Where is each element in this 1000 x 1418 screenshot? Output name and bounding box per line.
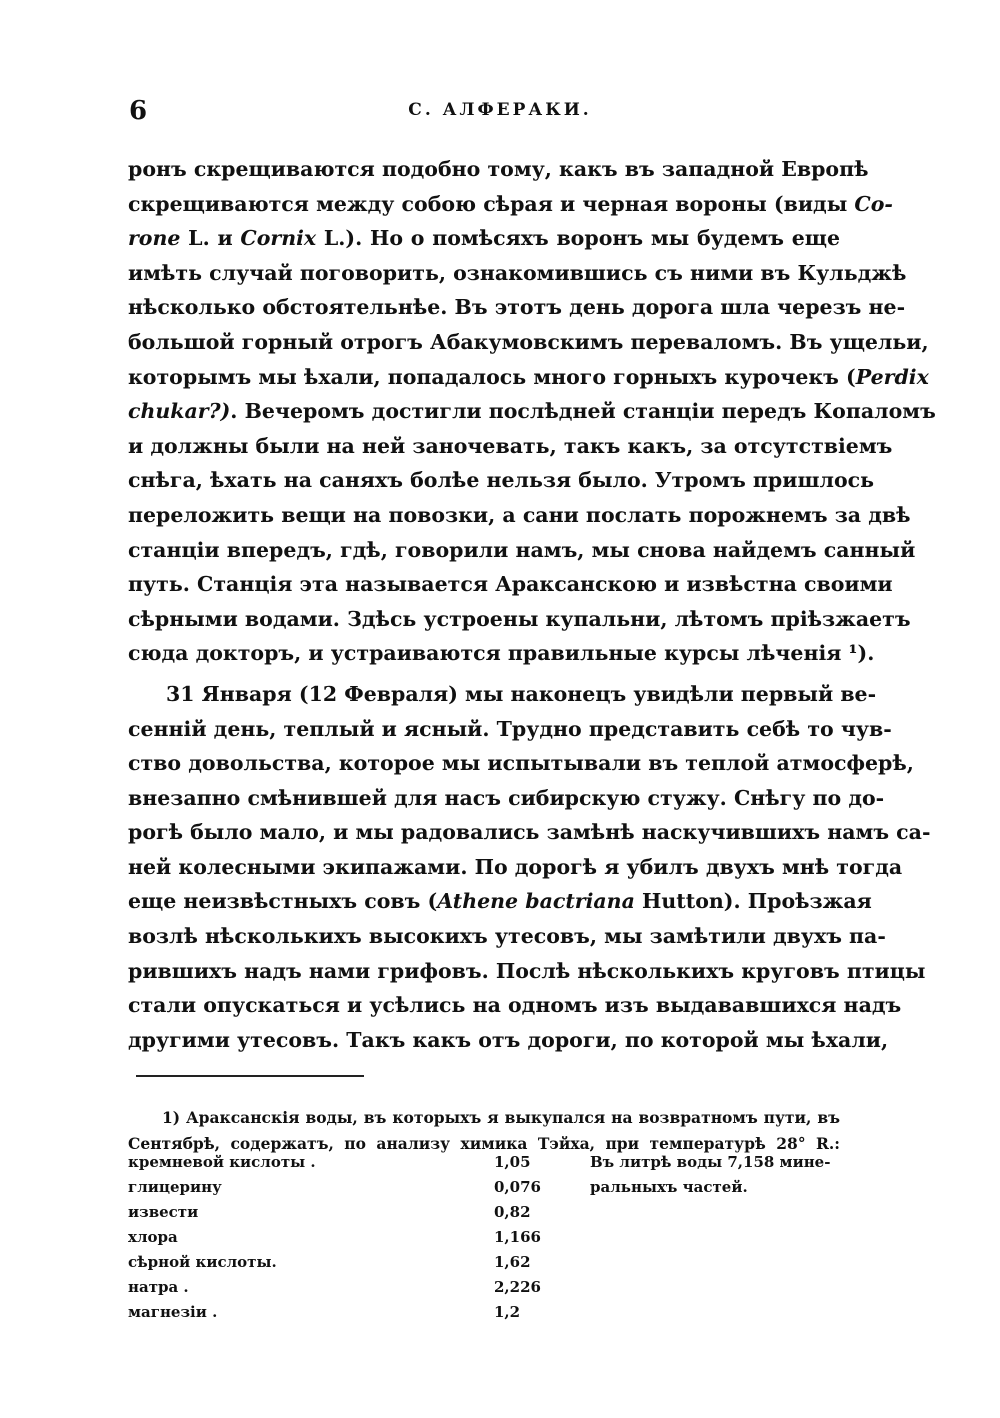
mineral-value: 0,076: [494, 1178, 541, 1196]
mineral-name: магнезіи .: [128, 1303, 218, 1321]
mineral-value: 1,05: [494, 1153, 531, 1171]
text-line: которымъ мы ѣхали, попадалось много горныхъ курочекъ (Perdix: [128, 364, 929, 389]
footnote-note: ральныхъ частей.: [590, 1178, 748, 1196]
footnote-row: [128, 1150, 840, 1175]
mineral-name: сѣрной кислоты.: [128, 1253, 277, 1271]
text-line: 31 Января (12 Февраля) мы наконецъ увидѣли первый ве-: [166, 681, 877, 706]
body-text: [128, 152, 936, 1057]
mineral-name: извести: [128, 1203, 199, 1221]
mineral-value: 1,62: [494, 1253, 531, 1271]
text-line: возлѣ нѣсколькихъ высокихъ утесовъ, мы замѣтили двухъ па-: [128, 924, 886, 949]
mineral-value: 1,2: [494, 1303, 521, 1321]
text-line: станціи впередъ, гдѣ, говорили намъ, мы снова найдемъ санный: [128, 537, 916, 562]
footnote-row: [128, 1200, 840, 1225]
text-line: рогѣ было мало, и мы радовались замѣнѣ наскучившихъ намъ са-: [128, 820, 931, 845]
text-line: внезапно смѣнившей для насъ сибирскую стужу. Снѣгу по до-: [128, 785, 885, 810]
running-head: С. АЛФЕРАКИ.: [408, 100, 592, 120]
text-line: другими утесовъ. Такъ какъ отъ дороги, по которой мы ѣхали,: [128, 1027, 889, 1052]
text-line: снѣга, ѣхать на саняхъ болѣе нельзя было. Утромъ пришлось: [128, 468, 875, 493]
footnote-row: [128, 1300, 840, 1325]
text-line: сѣрными водами. Здѣсь устроены купальни, лѣтомъ пріѣзжаетъ: [128, 606, 911, 631]
text-line: и должны были на ней заночевать, такъ какъ, за отсутствіемъ: [128, 433, 893, 458]
mineral-name: натра .: [128, 1278, 189, 1296]
text-line: скрещиваются между собою сѣрая и черная вороны (виды Co-: [128, 191, 893, 216]
footnote-line: 1) Араксанскія воды, въ которыхъ я выкупался на возвратномъ пути, въ: [162, 1108, 840, 1127]
mineral-value: 2,226: [494, 1278, 541, 1296]
footnote-rule: [136, 1075, 364, 1077]
text-line: rone L. и Cornix L.). Но о помѣсяхъ воронъ мы будемъ еще: [128, 226, 840, 251]
footnote-note: Въ литрѣ воды 7,158 мине-: [590, 1153, 831, 1171]
mineral-name: хлора: [128, 1228, 178, 1246]
text-line: рившихъ надъ нами грифовъ. Послѣ нѣсколькихъ круговъ птицы: [128, 958, 926, 983]
mineral-name: кремневой кислоты .: [128, 1153, 316, 1171]
text-line: нѣсколько обстоятельнѣе. Въ этотъ день дорога шла черезъ не-: [128, 295, 906, 320]
footnote-row: [128, 1225, 840, 1250]
text-line: стали опускаться и усѣлись на одномъ изъ выдававшихся надъ: [128, 993, 902, 1018]
text-line: ронъ скрещиваются подобно тому, какъ въ западной Европѣ: [128, 157, 869, 181]
mineral-value: 0,82: [494, 1203, 531, 1221]
mineral-name: глицерину: [128, 1178, 222, 1196]
text-line: переложить вещи на повозки, а сани послать порожнемъ за двѣ: [128, 502, 911, 527]
footnote-row: [128, 1250, 840, 1275]
footnote-row: [128, 1275, 840, 1300]
mineral-value: 1,166: [494, 1228, 541, 1246]
text-line: ней колесными экипажами. По дорогѣ я убилъ двухъ мнѣ тогда: [128, 854, 903, 879]
page-number: 6: [129, 96, 148, 126]
text-line: сюда докторъ, и устраиваются правильные курсы лѣченія ¹).: [128, 641, 875, 666]
text-line: имѣть случай поговорить, ознакомившись съ ними въ Кульджѣ: [128, 260, 907, 285]
text-line: chukar?). Вечеромъ достигли послѣдней станціи передъ Копаломъ: [128, 399, 936, 424]
text-line: еще неизвѣстныхъ совъ (Athene bactriana Hutton). Проѣзжая: [128, 889, 872, 914]
text-line: сенній день, теплый и ясный. Трудно представить себѣ то чув-: [128, 716, 892, 741]
footnote-table: [128, 1150, 840, 1325]
footnote-row: [128, 1175, 840, 1200]
text-line: ство довольства, которое мы испытывали въ теплой атмосферѣ,: [128, 751, 914, 776]
footnote-line: Сентябрѣ, содержатъ, по анализу химика Тэйха, при температурѣ 28° R.:: [128, 1134, 840, 1153]
text-line: путь. Станція эта называется Араксанскою и извѣстна своими: [128, 572, 893, 597]
text-line: большой горный отрогъ Абакумовскимъ переваломъ. Въ ущельи,: [128, 329, 929, 354]
